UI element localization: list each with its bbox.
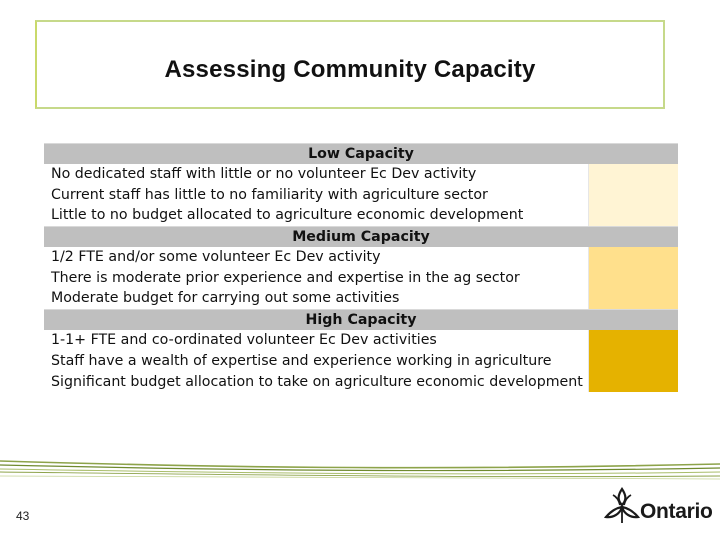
capacity-swatch-medium	[588, 247, 678, 309]
table-row: 1/2 FTE and/or some volunteer Ec Dev activity	[44, 247, 583, 268]
ontario-logo	[603, 486, 715, 526]
table-row: No dedicated staff with little or no volunteer Ec Dev activity	[44, 164, 583, 185]
logo-wordmark: Ontario	[640, 500, 713, 523]
table-row: Significant budget allocation to take on agriculture economic development	[44, 372, 583, 393]
section-header-low: Low Capacity	[44, 143, 678, 164]
section-header-high: High Capacity	[44, 309, 678, 330]
table-row: There is moderate prior experience and expertise in the ag sector	[44, 268, 583, 289]
table-row: Little to no budget allocated to agriculture economic development	[44, 205, 583, 226]
capacity-swatch-high	[588, 330, 678, 392]
section-body-medium	[44, 247, 678, 309]
capacity-swatch-low	[588, 164, 678, 226]
section-header-medium: Medium Capacity	[44, 226, 678, 247]
capacity-table	[44, 143, 679, 392]
slide-title: Assessing Community Capacity	[164, 56, 536, 83]
table-row: Moderate budget for carrying out some activities	[44, 288, 583, 309]
trillium-icon	[603, 486, 641, 526]
table-row: Current staff has little to no familiarity with agriculture sector	[44, 185, 583, 206]
page-number: 43	[16, 509, 30, 523]
section-body-high	[44, 330, 678, 392]
title-box	[35, 20, 665, 109]
table-row: Staff have a wealth of expertise and experience working in agriculture	[44, 351, 583, 372]
footer-decoration	[0, 455, 720, 485]
section-body-low	[44, 164, 678, 226]
footer-line	[0, 472, 720, 477]
table-row: 1-1+ FTE and co-ordinated volunteer Ec Dev activities	[44, 330, 583, 351]
